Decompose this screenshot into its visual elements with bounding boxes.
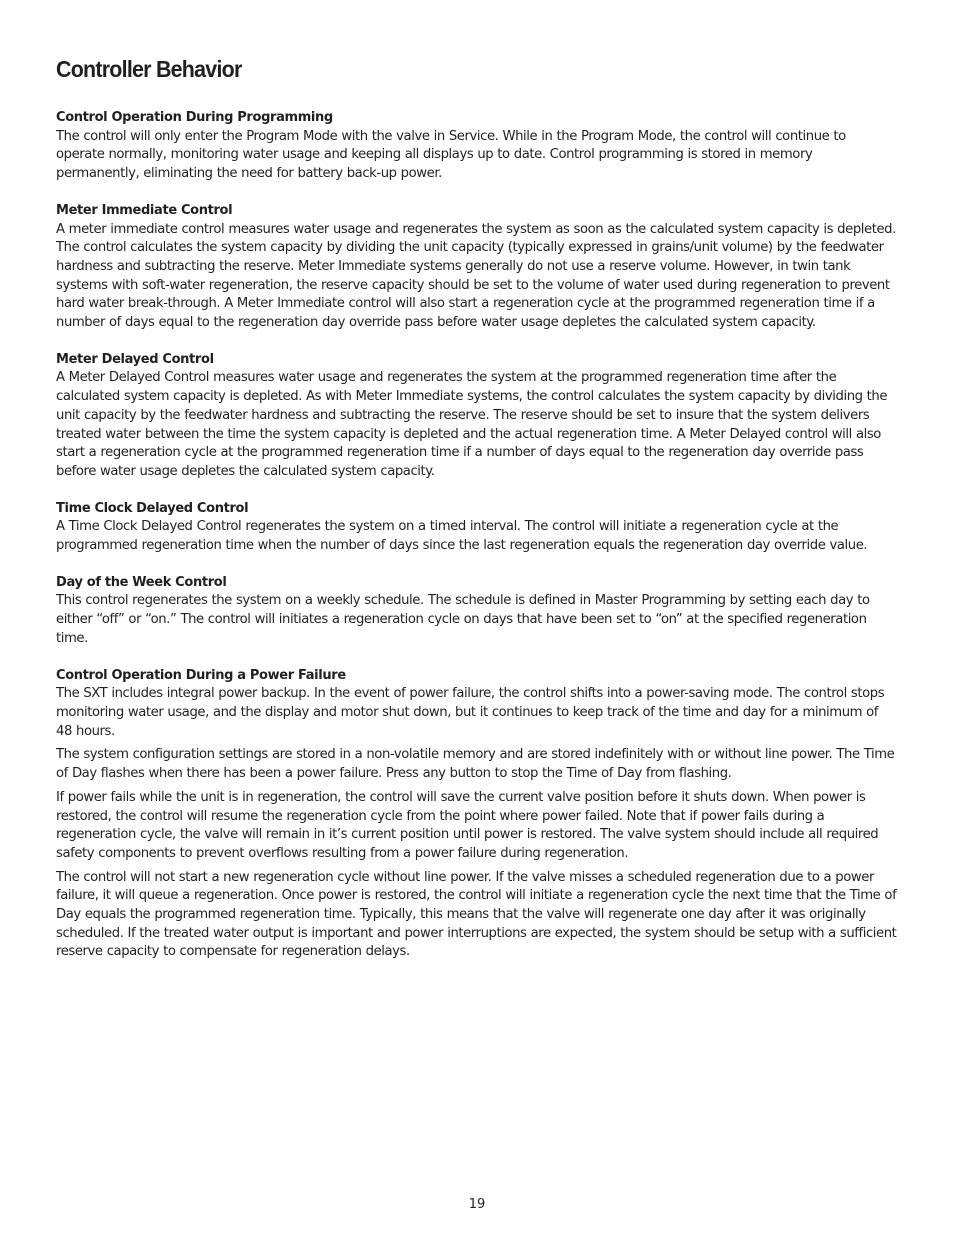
paragraph: A meter immediate control measures water usage and regenerates the system as soon as the calculated system capacity is depleted. The control calculates the system capacity by dividing the unit capacity (typically expressed in grains/unit volume) by the feedwater hardness and subtracting the reserve. Meter Immediate systems generally do not use a reserve volume. However, in twin tank systems with soft-water regeneration, the reserve capacity should be set to the volume of water used during regeneration to prevent hard water break-through. A Meter Immediate control will also start a regeneration cycle at the programmed regeneration time if a number of days equal to the regeneration day override pass before water usage depletes the calculated system capacity. [56,221,896,331]
section-time-clock-delayed-control [56,500,898,556]
section-heading: Meter Delayed Control [56,351,214,367]
document-body [56,109,898,980]
paragraph: A Time Clock Delayed Control regenerates the system on a timed interval. The control will initiate a regeneration cycle at the programmed regeneration time when the number of days since the last regeneration equals the regeneration day override value. [56,519,868,554]
paragraph: The control will only enter the Program Mode with the valve in Service. While in the Program Mode, the control will continue to operate normally, monitoring water usage and keeping all displays up to date. Control programming is stored in memory permanently, eliminating the need for battery back-up power. [56,128,846,182]
paragraph: The control will not start a new regeneration cycle without line power. If the valve misses a scheduled regeneration due to a power failure, it will queue a regeneration. Once power is restored, the control will initiate a regeneration cycle the next time that the Time of Day equals the programmed regeneration time. Typically, this means that the valve will regenerate one day after it was originally scheduled. If the treated water output is important and power interruptions are expected, the system should be setup with a sufficient reserve capacity to compensate for regeneration delays. [56,869,897,960]
page-number: 19 [468,1197,486,1212]
section-heading: Control Operation During a Power Failure [56,667,346,683]
section-heading: Day of the Week Control [56,574,227,590]
section-meter-delayed-control [56,351,898,482]
paragraph: The system configuration settings are stored in a non-volatile memory and are stored indefinitely with or without line power. The Time of Day flashes when there has been a power failure. Press any button to stop the Time of Day from flashing. [56,747,895,782]
section-heading: Meter Immediate Control [56,202,233,218]
section-meter-immediate-control [56,202,898,333]
paragraph: A Meter Delayed Control measures water usage and regenerates the system at the programmed regeneration time after the calculated system capacity is depleted. As with Meter Immediate systems, the control calculates the system capacity by dividing the unit capacity by the feedwater hardness and subtracting the reserve. The reserve should be set to insure that the system delivers treated water between the time the system capacity is depleted and the actual regeneration time. A Meter Delayed control will also start a regeneration cycle at the programmed regeneration time if a number of days equal to the regeneration day override pass before water usage depletes the calculated system capacity. [56,370,888,479]
paragraph: This control regenerates the system on a weekly schedule. The schedule is defined in Master Programming by setting each day to either “off” or “on.” The control will initiates a regeneration cycle on days that have been set to “on” at the specified regeneration time. [56,593,870,646]
section-control-operation-during-programming [56,109,898,184]
section-heading: Control Operation During Programming [56,110,333,125]
section-day-of-the-week-control [56,574,898,649]
section-control-operation-during-power-failure [56,667,898,963]
section-heading: Time Clock Delayed Control [56,500,249,516]
paragraph: The SXT includes integral power backup. In the event of power failure, the control shifts into a power-saving mode. The control stops monitoring water usage, and the display and motor shut down, but it continues to keep track of the time and day for a minimum of 48 hours. [56,686,885,739]
page-title: Controller Behavior [56,56,242,82]
paragraph: If power fails while the unit is in regeneration, the control will save the current valve position before it shuts down. When power is restored, the control will resume the regeneration cycle from the point where power failed. Note that if power fails during a regeneration cycle, the valve will remain in it’s current position until power is restored. The valve system should include all required safety components to prevent overflows resulting from a power failure during regeneration. [56,789,879,861]
